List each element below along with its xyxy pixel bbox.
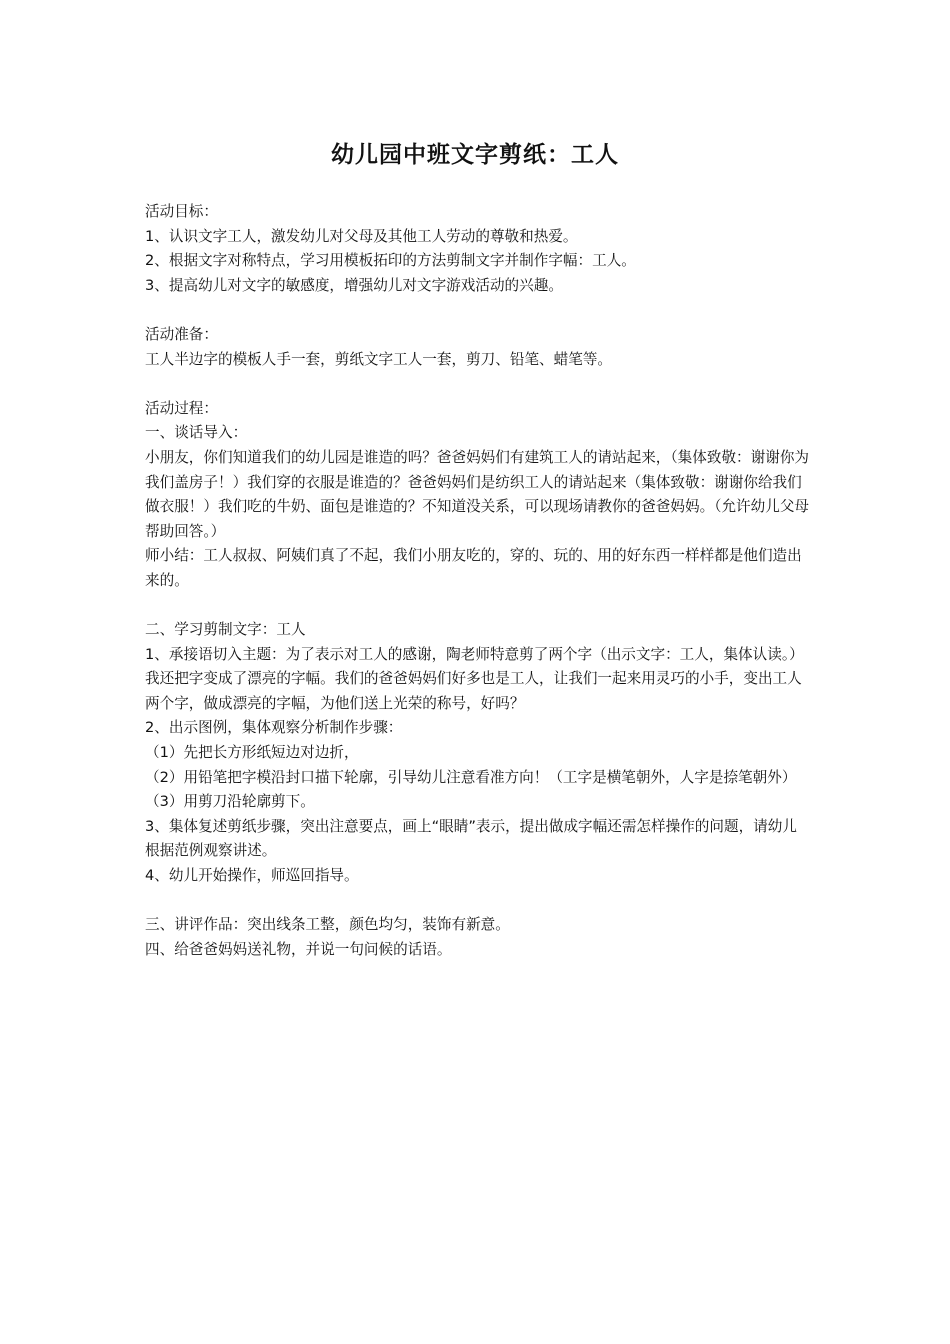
goals-heading: 活动目标： bbox=[145, 203, 218, 220]
part2-step-2: 2、出示图例，集体观察分析制作步骤： bbox=[145, 719, 403, 737]
goal-item-3: 3、提高幼儿对文字的敏感度，增强幼儿对文字游戏活动的兴趣。 bbox=[145, 276, 563, 294]
spacer bbox=[145, 372, 810, 397]
prep-text: 工人半边字的模板人手一套，剪纸文字工人一套，剪刀、铅笔、蜡笔等。 bbox=[145, 350, 613, 368]
part2-substep-3: （3）用剪刀沿轮廓剪下。 bbox=[145, 793, 315, 811]
spacer bbox=[145, 594, 810, 619]
part2-step-3: 3、集体复述剪纸步骤，突出注意要点，画上“眼睛”表示，提出做成字幅还需怎样操作的问题，请幼儿根据范例观察讲述。 bbox=[145, 817, 797, 860]
spacer bbox=[145, 889, 810, 914]
part2-substep-2: （2）用铅笔把字模沿封口描下轮廓，引导幼儿注意看准方向！（工字是横笔朝外，人字是捺笔朝外） bbox=[145, 768, 797, 786]
document-body bbox=[145, 200, 810, 962]
part3-text: 三、讲评作品：突出线条工整，颜色均匀，装饰有新意。 bbox=[145, 916, 510, 934]
part4-text: 四、给爸爸妈妈送礼物，并说一句问候的话语。 bbox=[145, 940, 452, 958]
process-heading: 活动过程： bbox=[145, 399, 218, 417]
page-title: 幼儿园中班文字剪纸：工人 bbox=[331, 142, 619, 168]
part2-substep-1: （1）先把长方形纸短边对边折， bbox=[145, 744, 359, 762]
goal-item-2: 2、根据文字对称特点，学习用模板拓印的方法剪制文字并制作字幅：工人。 bbox=[145, 252, 636, 270]
part2-step-4: 4、幼儿开始操作，师巡回指导。 bbox=[145, 867, 359, 885]
part1-heading: 一、谈话导入： bbox=[145, 424, 248, 442]
goal-item-1: 1、认识文字工人，激发幼儿对父母及其他工人劳动的尊敬和热爱。 bbox=[145, 227, 578, 245]
part1-text: 小朋友，你们知道我们的幼儿园是谁造的吗？爸爸妈妈们有建筑工人的请站起来，（集体致敬：谢谢你为我们盖房子！）我们穿的衣服是谁造的？爸爸妈妈们是纺织工人的请站起来（集体致敬：谢谢你给我们做衣服！）我们吃的牛奶、面包是谁造的？不知道没关系，可以现场请教你的爸爸妈妈。（允许幼儿父母帮助回答。） bbox=[145, 448, 810, 540]
part2-step-1: 1、承接语切入主题：为了表示对工人的感谢，陶老师特意剪了两个字（出示文字：工人，集体认读。）我还把字变成了漂亮的字幅。我们的爸爸妈妈们好多也是工人，让我们一起来用灵巧的小手，变出工人两个字，做成漂亮的字幅，为他们送上光荣的称号，好吗？ bbox=[145, 645, 804, 712]
part2-heading: 二、学习剪制文字：工人 bbox=[145, 621, 306, 639]
prep-heading: 活动准备： bbox=[145, 325, 218, 343]
spacer bbox=[145, 298, 810, 323]
part1-summary: 师小结：工人叔叔、阿姨们真了不起，我们小朋友吃的，穿的、玩的、用的好东西一样样都是他们造出来的。 bbox=[145, 547, 802, 589]
